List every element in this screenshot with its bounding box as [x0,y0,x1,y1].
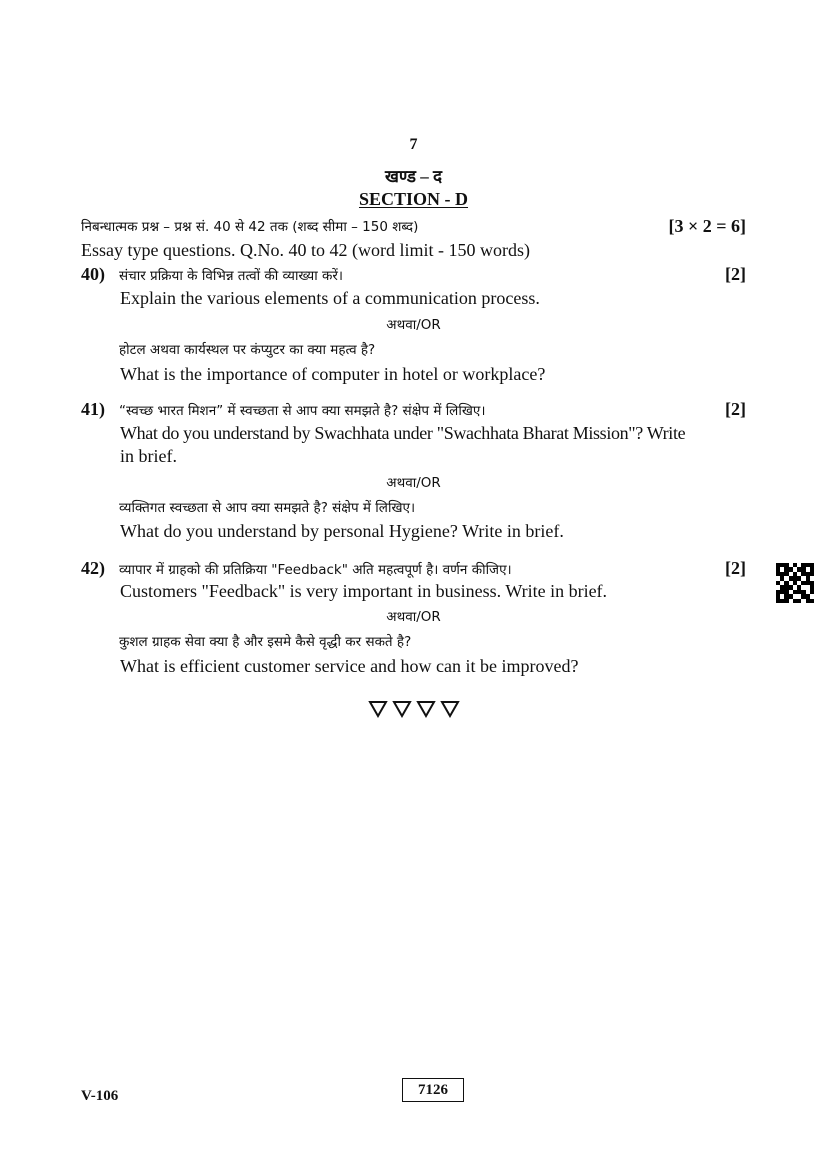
or-label: अथवा/OR [386,317,441,333]
question-hindi: व्यापार में ग्राहको की प्रतिक्रिया "Feedback" अति महत्वपूर्ण है। वर्णन कीजिए। [119,562,512,578]
triangle-down-icon [416,700,436,718]
or-label: अथवा/OR [386,609,441,625]
question-number: 40) [81,264,105,284]
triangle-down-icon [392,700,412,718]
section-title-english-text: SECTION - D [358,189,469,209]
qr-code-icon [776,563,814,603]
paper-code: V-106 [81,1088,119,1104]
instructions-hindi: निबन्धात्मक प्रश्न – प्रश्न सं. 40 से 42 तक (शब्द सीमा – 150 शब्द) [81,219,419,235]
page-number: 7 [409,136,418,153]
section-title-english [0,189,827,210]
alternate-question-english: What is efficient customer service and how can it be improved? [120,656,579,676]
question-english-line-1: What do you understand by Swachhata under "Swachhata Bharat Mission"? Write [120,423,686,443]
alternate-question-hindi: कुशल ग्राहक सेवा क्या है और इसमे कैसे वृद्धी कर सकते है? [119,634,412,650]
question-marks: [2] [725,399,746,419]
alternate-question-hindi: व्यक्तिगत स्वच्छता से आप क्या समझते है? संक्षेप में लिखिए। [119,500,416,516]
alternate-question-hindi: होटल अथवा कार्यस्थल पर कंप्युटर का क्या महत्व है? [119,342,376,358]
instructions-english: Essay type questions. Q.No. 40 to 42 (word limit - 150 words) [81,240,530,260]
question-hindi: संचार प्रक्रिया के विभिन्न तत्वों की व्याख्या करें। [119,268,343,284]
question-marks: [2] [725,558,746,578]
triangle-down-icon [440,700,460,718]
alternate-question-english: What is the importance of computer in hotel or workplace? [120,364,546,384]
end-of-paper-marks [0,700,827,723]
alternate-question-english: What do you understand by personal Hygiene? Write in brief. [120,521,564,541]
question-english: Explain the various elements of a communication process. [120,288,540,308]
or-label: अथवा/OR [386,475,441,491]
total-marks: [3 × 2 = 6] [668,216,746,236]
triangle-down-icon [368,700,388,718]
question-number: 42) [81,558,105,578]
section-title-hindi: खण्ड – द [384,167,443,186]
question-number: 41) [81,399,105,419]
page-code-box: 7126 [402,1078,464,1102]
question-hindi: “स्वच्छ भारत मिशन” में स्वच्छता से आप क्या समझते है? संक्षेप में लिखिए। [119,403,486,419]
question-marks: [2] [725,264,746,284]
question-english: Customers "Feedback" is very important in business. Write in brief. [120,581,608,601]
question-english-line-2: in brief. [120,446,177,466]
